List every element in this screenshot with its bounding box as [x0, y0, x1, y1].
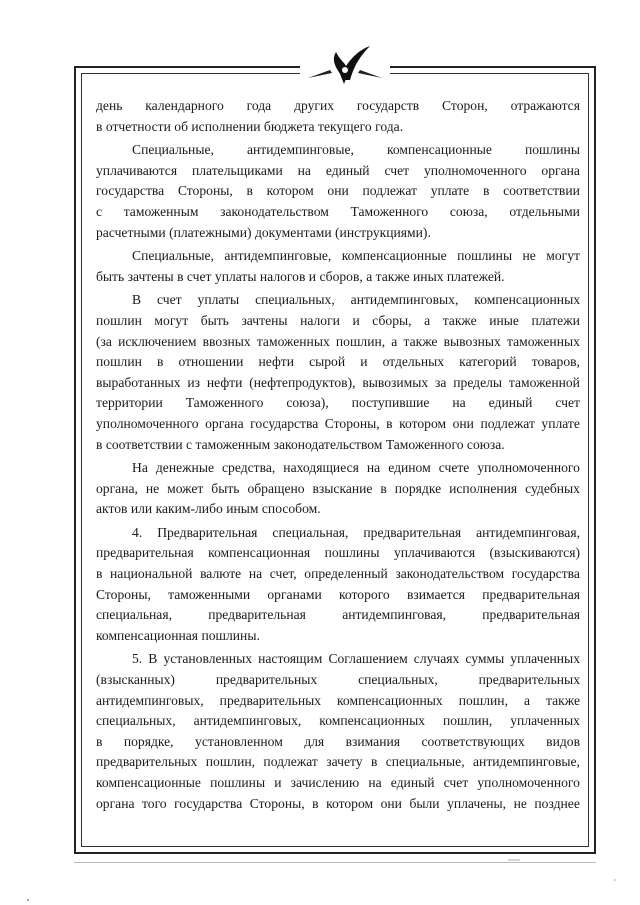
word: текущего [318, 118, 376, 134]
word: счет [186, 268, 215, 284]
word: случаях [413, 651, 460, 667]
word: таможенными [168, 586, 251, 602]
word: об [174, 118, 192, 134]
word: уполномоченного [96, 415, 199, 431]
word: и [352, 312, 360, 328]
word: счет [384, 162, 410, 178]
word: нефти [258, 354, 294, 370]
text-line [96, 181, 580, 202]
paragraph [96, 458, 580, 520]
word: в [380, 480, 387, 496]
word: также [403, 333, 438, 349]
word: 4. [132, 524, 143, 540]
word: единый [390, 775, 435, 790]
word: таможенных [506, 333, 580, 349]
word: взыскание [312, 480, 373, 496]
word: с [96, 203, 103, 219]
word: антидемпинговых, [350, 292, 459, 308]
word: платежей. [446, 268, 505, 284]
word: в [312, 795, 319, 811]
word: порядке, [123, 733, 174, 749]
word: компенсационных [337, 692, 443, 708]
word: котором [399, 415, 447, 431]
word: таможенной [508, 374, 580, 390]
word: подлежат [263, 754, 318, 770]
text-line [96, 523, 580, 544]
word: государства [250, 415, 319, 431]
word: не [145, 480, 160, 496]
word: настоящим [258, 651, 323, 667]
word: Стороны, [177, 183, 233, 199]
word: каким-либо [155, 501, 227, 517]
word: Стороны, [96, 586, 151, 602]
word: органами [267, 586, 322, 602]
word: союза. [466, 436, 505, 452]
word: (инструкциями). [335, 224, 431, 240]
word: антидемпинговые, [224, 248, 332, 264]
word: отдельных [382, 354, 445, 370]
word: были [409, 795, 440, 811]
word: уплаты [197, 292, 240, 308]
word: налогов [259, 268, 309, 284]
text-line [96, 649, 580, 670]
word: а [523, 692, 531, 708]
text-line [96, 711, 580, 732]
text-line [96, 267, 580, 288]
word: на [368, 775, 382, 790]
word: отношении [178, 354, 244, 370]
word: в [370, 754, 378, 770]
word: антидемпинговые, [473, 754, 580, 770]
text-line [96, 161, 580, 182]
word: предварительная [482, 586, 580, 602]
word: товаров, [531, 354, 580, 370]
word: компенсационные [96, 775, 201, 790]
word: Соглашением [328, 651, 408, 667]
word: счете [438, 460, 470, 476]
word: уплаченных [510, 651, 580, 667]
word: в [386, 415, 393, 431]
word: платежи [531, 312, 580, 328]
word: антидемпинговые, [246, 142, 354, 158]
word: пошлины [324, 545, 380, 561]
word: иные [489, 312, 519, 328]
word: предварительная [208, 607, 306, 623]
word: счет [443, 775, 469, 790]
word: исключением [118, 333, 197, 349]
word: государства [511, 566, 580, 582]
word: день [96, 98, 123, 113]
word: пошлины. [201, 627, 260, 643]
word: нефти [206, 374, 243, 390]
word: законодательством [273, 436, 386, 452]
word: на [297, 162, 311, 178]
word: того [142, 795, 167, 811]
word: отражаются [510, 98, 580, 113]
word: счет, [269, 566, 297, 582]
word: категорий [459, 354, 517, 370]
word: предварительная [482, 607, 580, 623]
paragraph [96, 246, 580, 287]
text-line [96, 373, 580, 394]
word: специальных, [255, 292, 335, 308]
text-line [96, 605, 580, 626]
word: обращено [247, 480, 305, 496]
word: государств [356, 98, 420, 113]
text-line [96, 773, 580, 794]
word: предварительных [215, 672, 318, 688]
word: в [96, 436, 106, 452]
word: установленных [163, 651, 253, 667]
word: иным [226, 501, 262, 517]
word: государства [96, 183, 165, 199]
text-line [96, 393, 580, 414]
word: порядке [394, 480, 442, 496]
word: и [308, 268, 320, 284]
word: (нефтепродуктов), [249, 374, 356, 390]
text-line [96, 223, 580, 244]
word: союза), [286, 395, 329, 411]
word: (взыскиваются) [489, 545, 580, 561]
word: государства [174, 795, 243, 811]
word: плательщиками [192, 162, 283, 178]
word: за [435, 374, 447, 390]
word: уплачиваются [96, 162, 178, 178]
word: из [187, 374, 201, 390]
word: соответствующих [421, 733, 525, 749]
word: подлежат [362, 183, 417, 199]
word: определенный [304, 566, 388, 582]
word: пошлин, [205, 754, 256, 770]
word: поступившие [351, 395, 430, 411]
word: компенсационные [386, 142, 492, 158]
word: в [156, 354, 164, 370]
word: они [380, 795, 402, 811]
word: документами [254, 224, 336, 240]
word: календарного [145, 98, 224, 113]
word: компенсационных [319, 713, 425, 729]
word: бюджета [263, 118, 318, 134]
word: быть [211, 480, 240, 496]
text-line [96, 479, 580, 500]
word: расчетными [96, 224, 170, 240]
word: сборов, [319, 268, 367, 284]
word: налоги [300, 312, 340, 328]
paragraph [96, 140, 580, 243]
word: уплачены, [447, 795, 507, 811]
word: уплате [430, 183, 470, 199]
word: уполномоченного [477, 460, 580, 476]
word: других [294, 98, 335, 113]
word: а [366, 268, 376, 284]
word: специальных, [358, 672, 438, 688]
word: установленном [195, 733, 283, 749]
word: Стороны, [249, 795, 305, 811]
word: предварительная [96, 545, 194, 561]
word: (платежными) [169, 224, 255, 240]
text-line [96, 414, 580, 435]
word: органа, [96, 480, 138, 496]
word: судебных [525, 480, 580, 496]
word: Таможенного [385, 436, 467, 452]
word: пошлин, [335, 333, 386, 349]
word: также [375, 268, 414, 284]
word: уплачиваются [393, 545, 476, 561]
word: выработанных [96, 374, 181, 390]
word: предварительная [363, 524, 462, 540]
word: зачислению [290, 775, 360, 790]
word: органа [205, 415, 244, 431]
word: могут [546, 248, 580, 264]
word: быть [96, 268, 128, 284]
word: они [452, 415, 474, 431]
word: в [96, 733, 103, 749]
word: а [424, 312, 431, 328]
word: В [132, 292, 142, 308]
word: для [304, 733, 325, 749]
word: (взысканных) [96, 672, 175, 688]
word: предварительных [219, 692, 322, 708]
word: позднее [534, 795, 580, 811]
text-line [96, 564, 580, 585]
text-line [96, 290, 580, 311]
word: зачтены [241, 312, 288, 328]
word: компенсационных [474, 292, 580, 308]
text-line [96, 691, 580, 712]
word: сборы, [372, 312, 412, 328]
word: уполномоченного [477, 775, 580, 790]
document-body [96, 96, 580, 817]
word: иных [413, 268, 447, 284]
word: антидемпинговых, [96, 692, 204, 708]
text-line [96, 96, 580, 117]
word: в [177, 268, 187, 284]
word: единый [325, 162, 370, 178]
word: В [148, 651, 158, 667]
word: На [132, 460, 148, 476]
word: подлежат [480, 415, 535, 431]
footer-rule [74, 862, 596, 863]
word: соответствии [503, 183, 580, 199]
word: территории [96, 395, 163, 411]
word: в [96, 566, 103, 582]
word: не [513, 795, 527, 811]
word: пошлин, [442, 713, 493, 729]
word: исполнения [449, 480, 518, 496]
word: в [96, 118, 106, 134]
text-line [96, 140, 580, 161]
paragraph [96, 96, 580, 137]
word: уплаты [214, 268, 260, 284]
word: счет [555, 395, 580, 411]
word: на [248, 566, 263, 582]
word: единый [488, 395, 533, 411]
word: в [482, 183, 490, 199]
text-line [96, 543, 580, 564]
text-line [96, 458, 580, 479]
word: антидемпинговая, [476, 524, 580, 540]
paragraph [96, 523, 580, 647]
text-line [96, 435, 580, 456]
word: также [442, 312, 477, 328]
word: котором [266, 183, 314, 199]
word: законодательством [395, 566, 505, 582]
word: отдельными [509, 203, 580, 219]
word: Предварительная [157, 524, 258, 540]
word: пошлин [96, 312, 142, 328]
text-line [96, 585, 580, 606]
word: на [452, 395, 466, 411]
word: сырой [309, 354, 346, 370]
word: Сторон, [442, 98, 488, 113]
word: также [546, 692, 580, 708]
word: в [246, 183, 253, 199]
word: уполномоченного [423, 162, 527, 178]
word: законодательством [220, 203, 329, 219]
state-emblem-icon [300, 40, 390, 96]
word: суммы [465, 651, 505, 667]
word: ввозных [202, 333, 251, 349]
word: компенсационная [96, 627, 202, 643]
word: Специальные, [132, 142, 214, 158]
word: способом. [261, 501, 321, 517]
word: исполнении [191, 118, 264, 134]
word: пошлин [96, 354, 142, 370]
word: находящиеся [283, 460, 359, 476]
paragraph [96, 649, 580, 814]
word: взимания [345, 733, 401, 749]
word: компенсационная [208, 545, 311, 561]
word: отчетности [105, 118, 175, 134]
word: антидемпинговых, [193, 713, 302, 729]
word: Таможенного [350, 203, 429, 219]
text-line [96, 499, 580, 520]
word: (за [96, 333, 112, 349]
word: уплаченных [510, 713, 580, 729]
word: вывозимых [362, 374, 429, 390]
word: пошлины [210, 775, 266, 790]
word: с [186, 436, 196, 452]
word: соответствии [105, 436, 187, 452]
word: валюте [200, 566, 242, 582]
word: таможенных [256, 333, 330, 349]
word: или [130, 501, 156, 517]
word: пределы [453, 374, 503, 390]
word: может [167, 480, 204, 496]
text-line [96, 246, 580, 267]
text-line [96, 332, 580, 353]
word: зачету [326, 754, 363, 770]
word: взимается [406, 586, 466, 602]
word: специальные, [385, 754, 465, 770]
word: национальной [110, 566, 193, 582]
word: органа [541, 162, 580, 178]
word: и [274, 775, 282, 790]
word: денежные [155, 460, 214, 476]
word: предварительных [96, 754, 198, 770]
word: Стороны, [324, 415, 380, 431]
text-line [96, 117, 580, 138]
word: пошлины [457, 248, 513, 264]
word: средства, [222, 460, 276, 476]
text-line [96, 626, 580, 647]
word: котором [326, 795, 374, 811]
word: союза, [449, 203, 488, 219]
word: видов [546, 733, 580, 749]
word: вывозных [443, 333, 501, 349]
text-line [96, 311, 580, 332]
word: счет [157, 292, 182, 308]
paragraph [96, 290, 580, 455]
word: года [246, 98, 272, 113]
word: специальных, [96, 713, 176, 729]
word: пошлин, [458, 692, 508, 708]
word: предварительных [478, 672, 580, 688]
text-line [96, 794, 580, 815]
word: и [360, 354, 368, 370]
word: уплате [541, 415, 580, 431]
word: которого [339, 586, 390, 602]
word: таможенным [195, 436, 274, 452]
word: 5. [132, 651, 143, 667]
word: органа [96, 795, 135, 811]
word: едином [388, 460, 431, 476]
text-line [96, 732, 580, 753]
word: они [327, 183, 349, 199]
word: на [366, 460, 381, 476]
word: таможенным [123, 203, 199, 219]
word: не [522, 248, 536, 264]
word: Таможенного [185, 395, 264, 411]
word: а [391, 333, 398, 349]
text-line [96, 670, 580, 691]
word: Специальные, [132, 248, 214, 264]
word: компенсационные [341, 248, 447, 264]
word: актов [96, 501, 131, 517]
word: пошлины [524, 142, 580, 158]
word: специальная, [96, 607, 172, 623]
word: специальная, [272, 524, 349, 540]
text-line [96, 202, 580, 223]
word: могут [154, 312, 189, 328]
word: зачтены [127, 268, 178, 284]
word: года. [375, 118, 404, 134]
word: быть [200, 312, 229, 328]
text-line [96, 752, 580, 773]
word: антидемпинговая, [342, 607, 447, 623]
text-line [96, 352, 580, 373]
